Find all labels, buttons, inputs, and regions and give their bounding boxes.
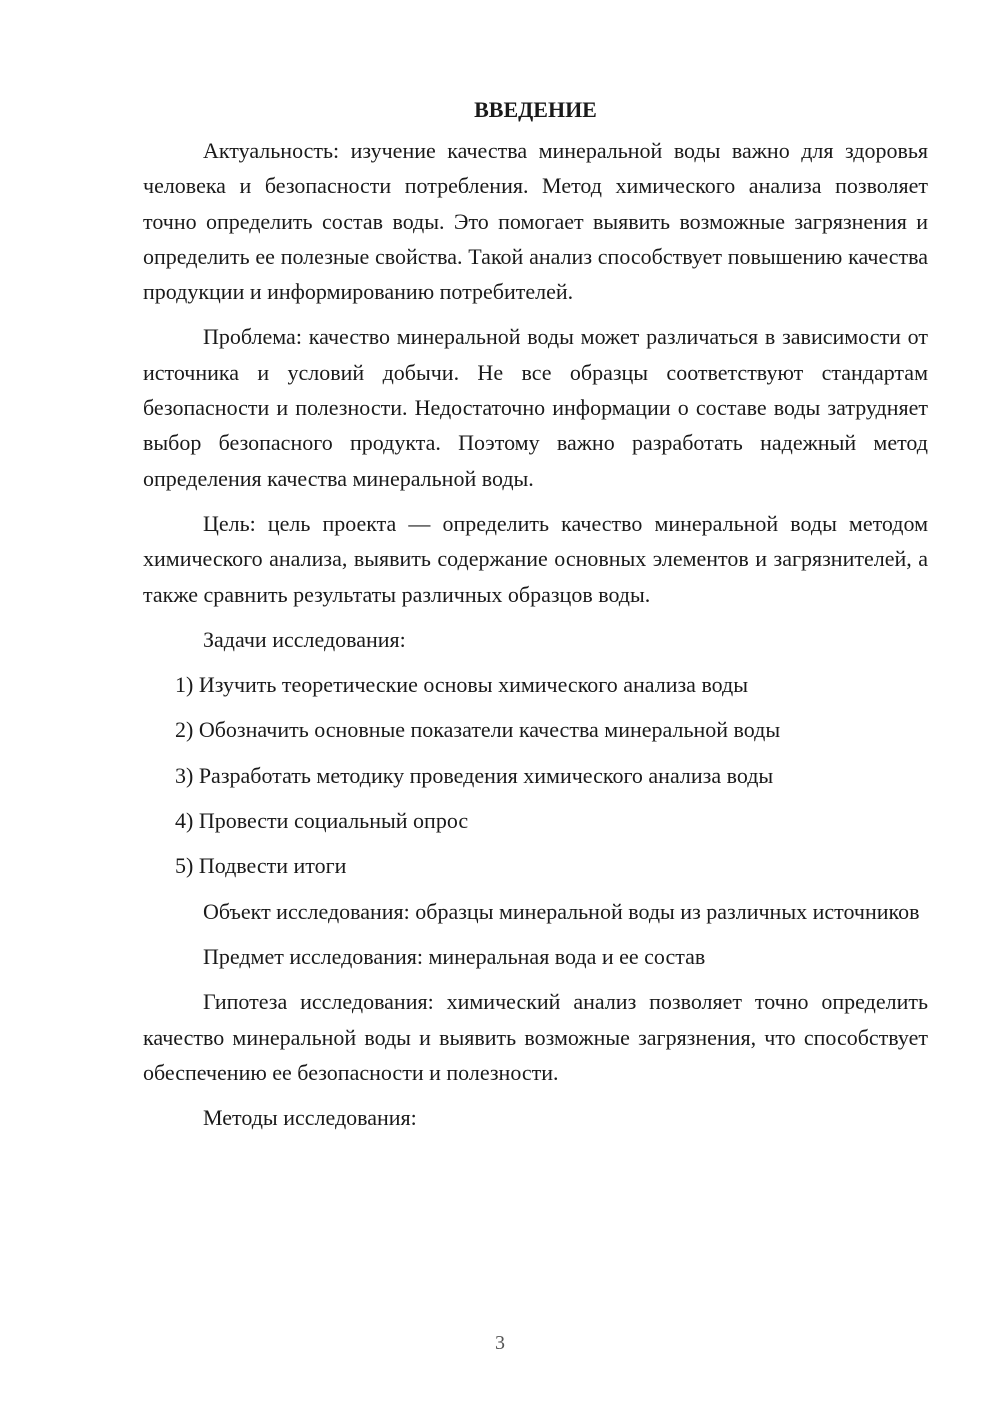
page-title: ВВЕДЕНИЕ: [474, 97, 597, 122]
list-item: 4) Провести социальный опрос: [175, 808, 469, 834]
paragraph-hypothesis: Гипотеза исследования: химический анализ позволяет точно определить качество минеральной воды и выявить возможные загрязнения, что способствует обеспечению ее безопасности и полезности.: [143, 989, 928, 1085]
paragraph-goal: Цель: цель проекта — определить качество минеральной воды методом химического анализа, выявить содержание основных элементов и загрязнителей, а также сравнить результаты различных образцов воды.: [143, 510, 928, 607]
list-item: 3) Разработать методику проведения химического анализа воды: [175, 762, 774, 788]
list-item: 1) Изучить теоретические основы химического анализа воды: [175, 672, 749, 698]
paragraph-problem: Проблема: качество минеральной воды может различаться в зависимости от источника и условий добычи. Не все образцы соответствуют стандартам безопасности и полезности. Недостаточно информации о составе воды затрудняет выбор безопасного продукта. Поэтому важно разработать надежный метод определения качества минеральной воды.: [143, 324, 928, 491]
page-number: 3: [495, 1332, 505, 1354]
tasks-heading: Задачи исследования:: [203, 626, 406, 652]
methods-heading: Методы исследования:: [203, 1105, 417, 1131]
paragraph-subject: Предмет исследования: минеральная вода и ее состав: [203, 943, 706, 969]
list-item: 2) Обозначить основные показатели качества минеральной воды: [175, 717, 781, 743]
paragraph-object: Объект исследования: образцы минеральной воды из различных источников: [203, 898, 920, 924]
tasks-list: [143, 667, 928, 883]
paragraph-relevance: Актуальность: изучение качества минеральной воды важно для здоровья человека и безопасности потребления. Метод химического анализа позволяет точно определить состав воды. Это помогает выявить возможные загрязнения и определить ее полезные свойства. Такой анализ способствует повышению качества продукции и информированию потребителей.: [143, 138, 928, 305]
list-item: 5) Подвести итоги: [175, 853, 347, 879]
document-page: [143, 92, 928, 1145]
